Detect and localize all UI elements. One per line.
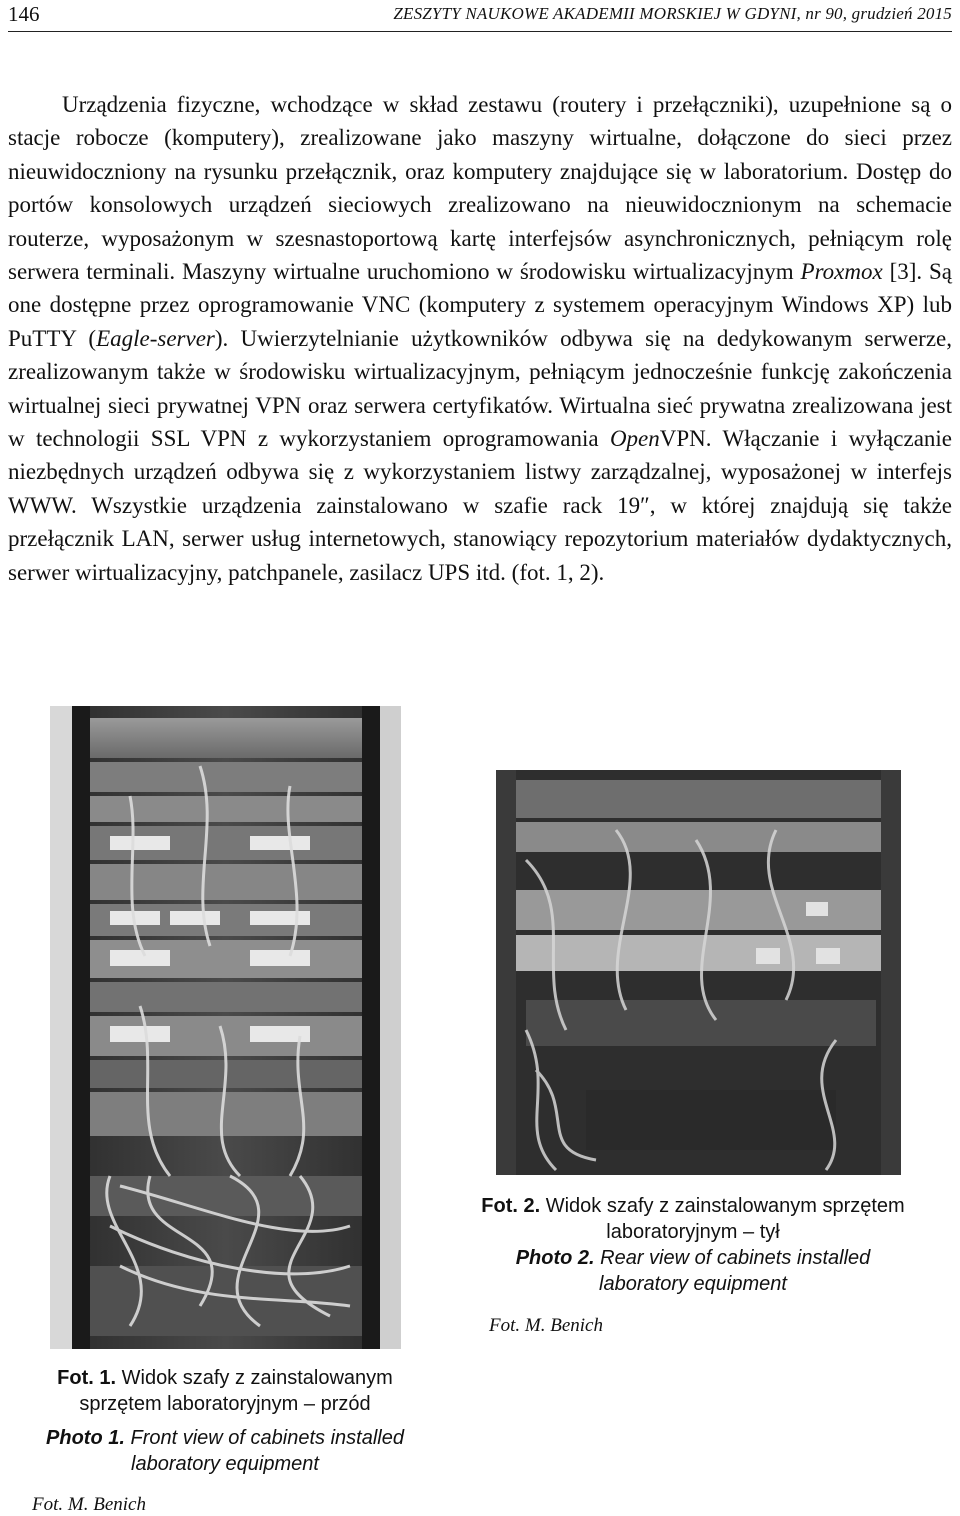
journal-title: ZESZYTY NAUKOWE AKADEMII MORSKIEJ W GDYNI, nr 90, grudzień 2015 (393, 4, 952, 23)
running-header (8, 0, 952, 32)
page-number: 146 (8, 2, 40, 26)
caption-1-english (20, 1425, 430, 1477)
header-rule (8, 31, 952, 32)
caption-2-english (478, 1245, 908, 1297)
caption-1-pl-text: Widok szafy z zainstalowanym sprzętem laboratoryjnym – przód (79, 1367, 393, 1415)
caption-2-en-text: Rear view of cabinets installed laboratory equipment (594, 1247, 871, 1295)
photo-rack-front (50, 706, 401, 1349)
proxmox-term: Proxmox (800, 259, 883, 285)
photo-rack-rear (496, 770, 901, 1175)
paragraph-part-4: VPN. Włączanie i wyłączanie niezbędnych urządzeń odbywa się z wykorzystaniem listwy zarządzalnej, wyposażonej w interfejs WWW. Wszystkie urządzenia zainstalowano w szafie rack 19″, w której znajdują się także przełącznik LAN, serwer usług internetowych, stanowiący repozytorium materiałów dydaktycznych, serwer wirtualizacyjny, patchpanele, zasilacz UPS itd. (fot. 1, 2). (8, 426, 952, 585)
eagle-server-term: Eagle-server (96, 325, 215, 351)
caption-1-en-text: Front view of cabinets installed laboratory equipment (124, 1427, 404, 1475)
caption-1-pl-label: Fot. 1. (57, 1367, 117, 1389)
credit-photo-1: Fot. M. Benich (32, 1494, 146, 1515)
open-term: Open (609, 426, 660, 452)
paragraph-part-2: [3]. Są one dostępne przez oprogramowanie VNC (komputery z systemem operacyjnym Windows XP) lub PuTTY ( (8, 259, 952, 351)
paragraph (8, 88, 952, 589)
credit-photo-2: Fot. M. Benich (489, 1315, 603, 1336)
paragraph-part-3: ). Uwierzytelnianie użytkowników odbywa się na dedykowanym serwerze, zrealizowanym także w środowisku wirtualizacyjnym, pełniącym jednocześnie funkcję zakończenia wirtualnej sieci prywatnej VPN oraz serwera certyfikatów. Wirtualna sieć prywatna zrealizowana jest w technologii SSL VPN z wykorzystaniem oprogramowania (8, 325, 953, 452)
caption-1-polish (20, 1365, 430, 1417)
caption-2-pl-label: Fot. 2. (481, 1195, 541, 1217)
caption-2-polish (478, 1193, 908, 1245)
caption-photo-2 (478, 1193, 908, 1297)
caption-photo-1 (20, 1365, 430, 1477)
caption-1-en-label: Photo 1. (46, 1427, 125, 1449)
body-text (8, 88, 952, 589)
caption-2-pl-text: Widok szafy z zainstalowanym sprzętem laboratoryjnym – tył (540, 1195, 905, 1243)
caption-2-en-label: Photo 2. (515, 1247, 595, 1269)
paragraph-part-1: Urządzenia fizyczne, wchodzące w skład zestawu (routery i przełączniki), uzupełnione są o stacje robocze (komputery), zrealizowane jako maszyny wirtualne, dołączone do sieci przez nieuwidoczniony na rysunku przełącznik, oraz komputery znajdujące się w laboratorium. Dostęp do portów konsolowych urządzeń sieciowych zrealizowano na nieuwidocznionym na schemacie routerze, wyposażonym w szesnastoportową kartę interfejsów asynchronicznych, pełniącym rolę serwera terminali. Maszyny wirtualne uruchomiono w środowisku wirtualizacyjnym (8, 92, 952, 285)
